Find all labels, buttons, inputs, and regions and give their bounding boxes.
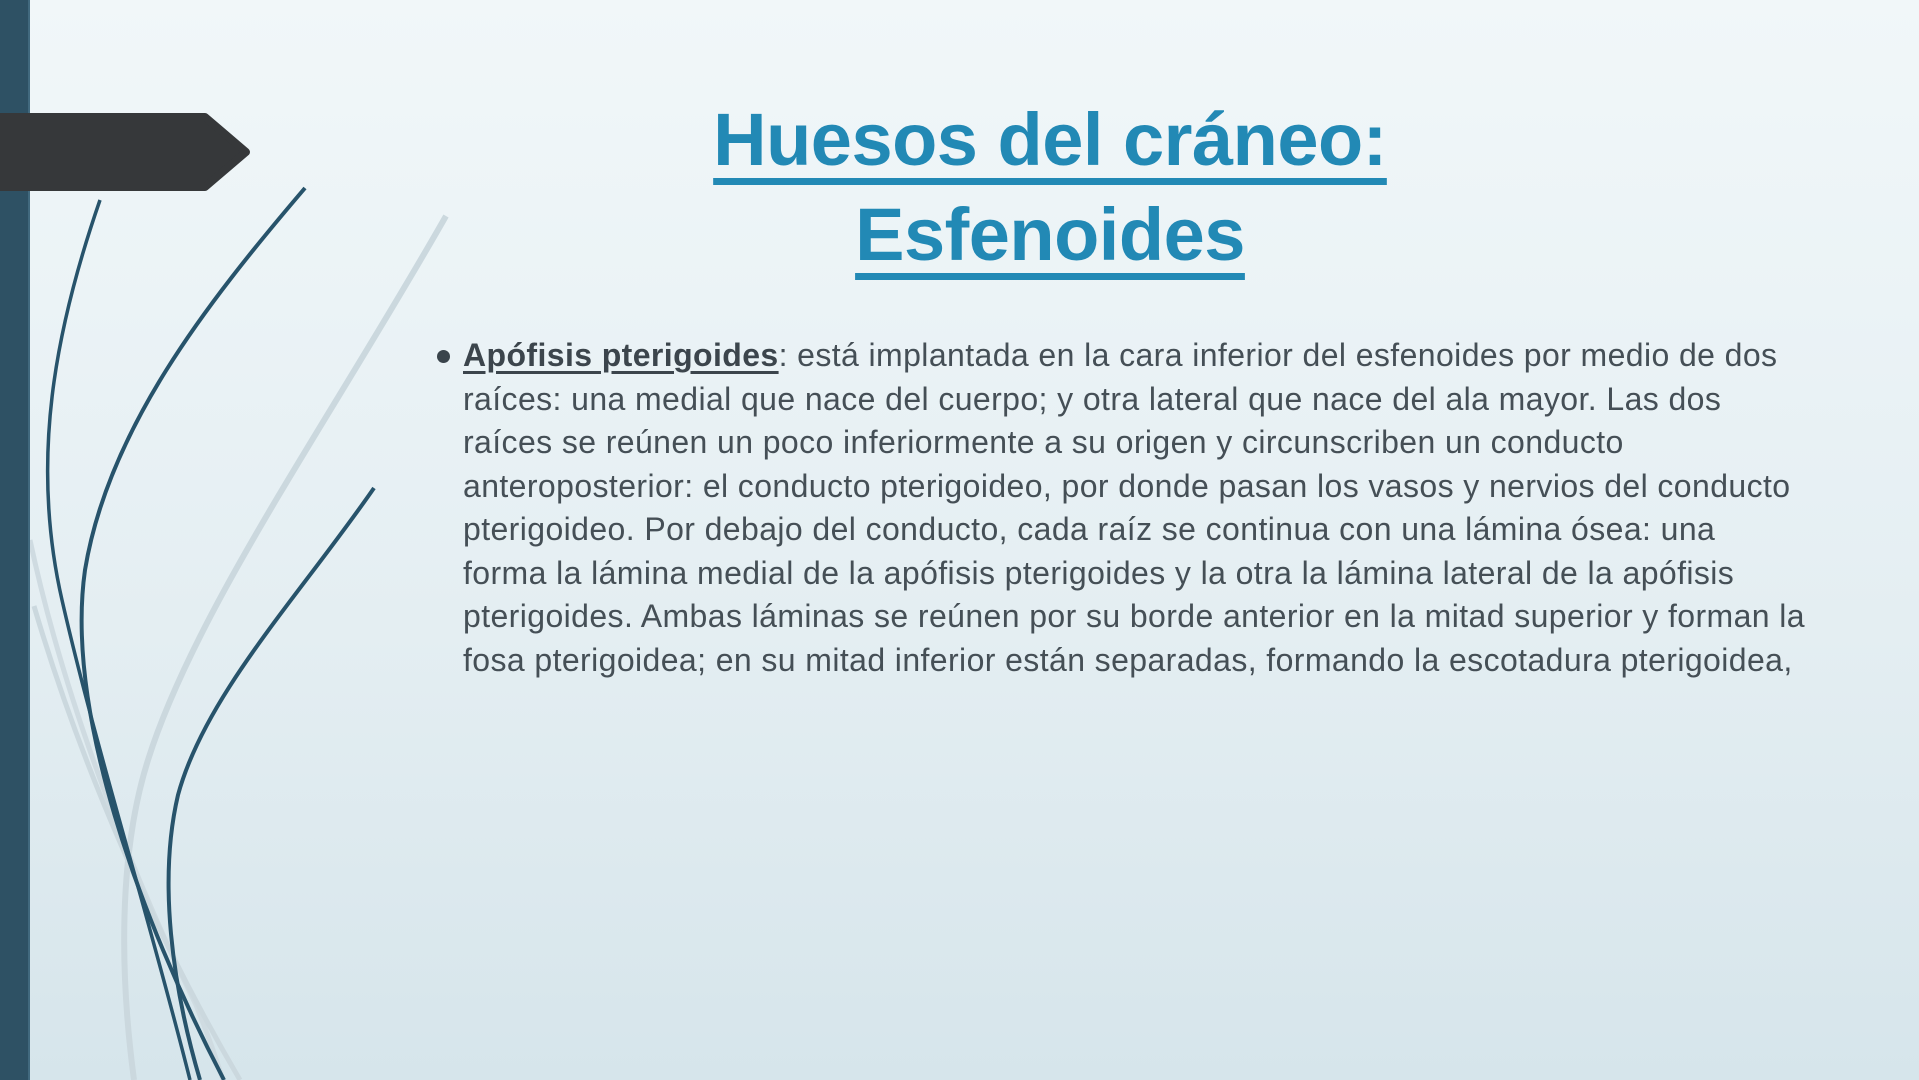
bullet-paragraph <box>463 334 1807 682</box>
slide-title <box>420 92 1680 282</box>
slide-title-line-1: Huesos del cráneo: <box>713 98 1387 181</box>
arrow-icon <box>0 117 246 187</box>
arrow-banner-shape <box>0 0 300 260</box>
swoosh-dark-2 <box>82 188 305 1080</box>
bullet-marker <box>437 350 450 363</box>
bullet-lead-term: Apófisis pterigoides <box>463 337 779 373</box>
bullet-item <box>437 334 1807 682</box>
slide-body <box>437 334 1807 682</box>
slide-title-line-2: Esfenoides <box>855 193 1245 276</box>
swoosh-dark-3 <box>169 488 374 1080</box>
bullet-body-text: : está implantada en la cara inferior del esfenoides por medio de dos raíces: una medial que nace del cuerpo; y otra lateral que nace del ala mayor. Las dos raíces se reúnen un poco inferiormente a su origen y circunscriben un conducto anteroposterior: el conducto pterigoideo, por donde pasan los vasos y nervios del conducto pterigoideo. Por debajo del conducto, cada raíz se continua con una lámina ósea: una forma la lámina medial de la apófisis pterigoides y la otra la lámina lateral de la apófisis pterigoides. Ambas láminas se reúnen por su borde anterior en la mitad superior y forman la fosa pterigoidea; en su mitad inferior están separadas, formando la escotadura pterigoidea, <box>463 337 1805 678</box>
